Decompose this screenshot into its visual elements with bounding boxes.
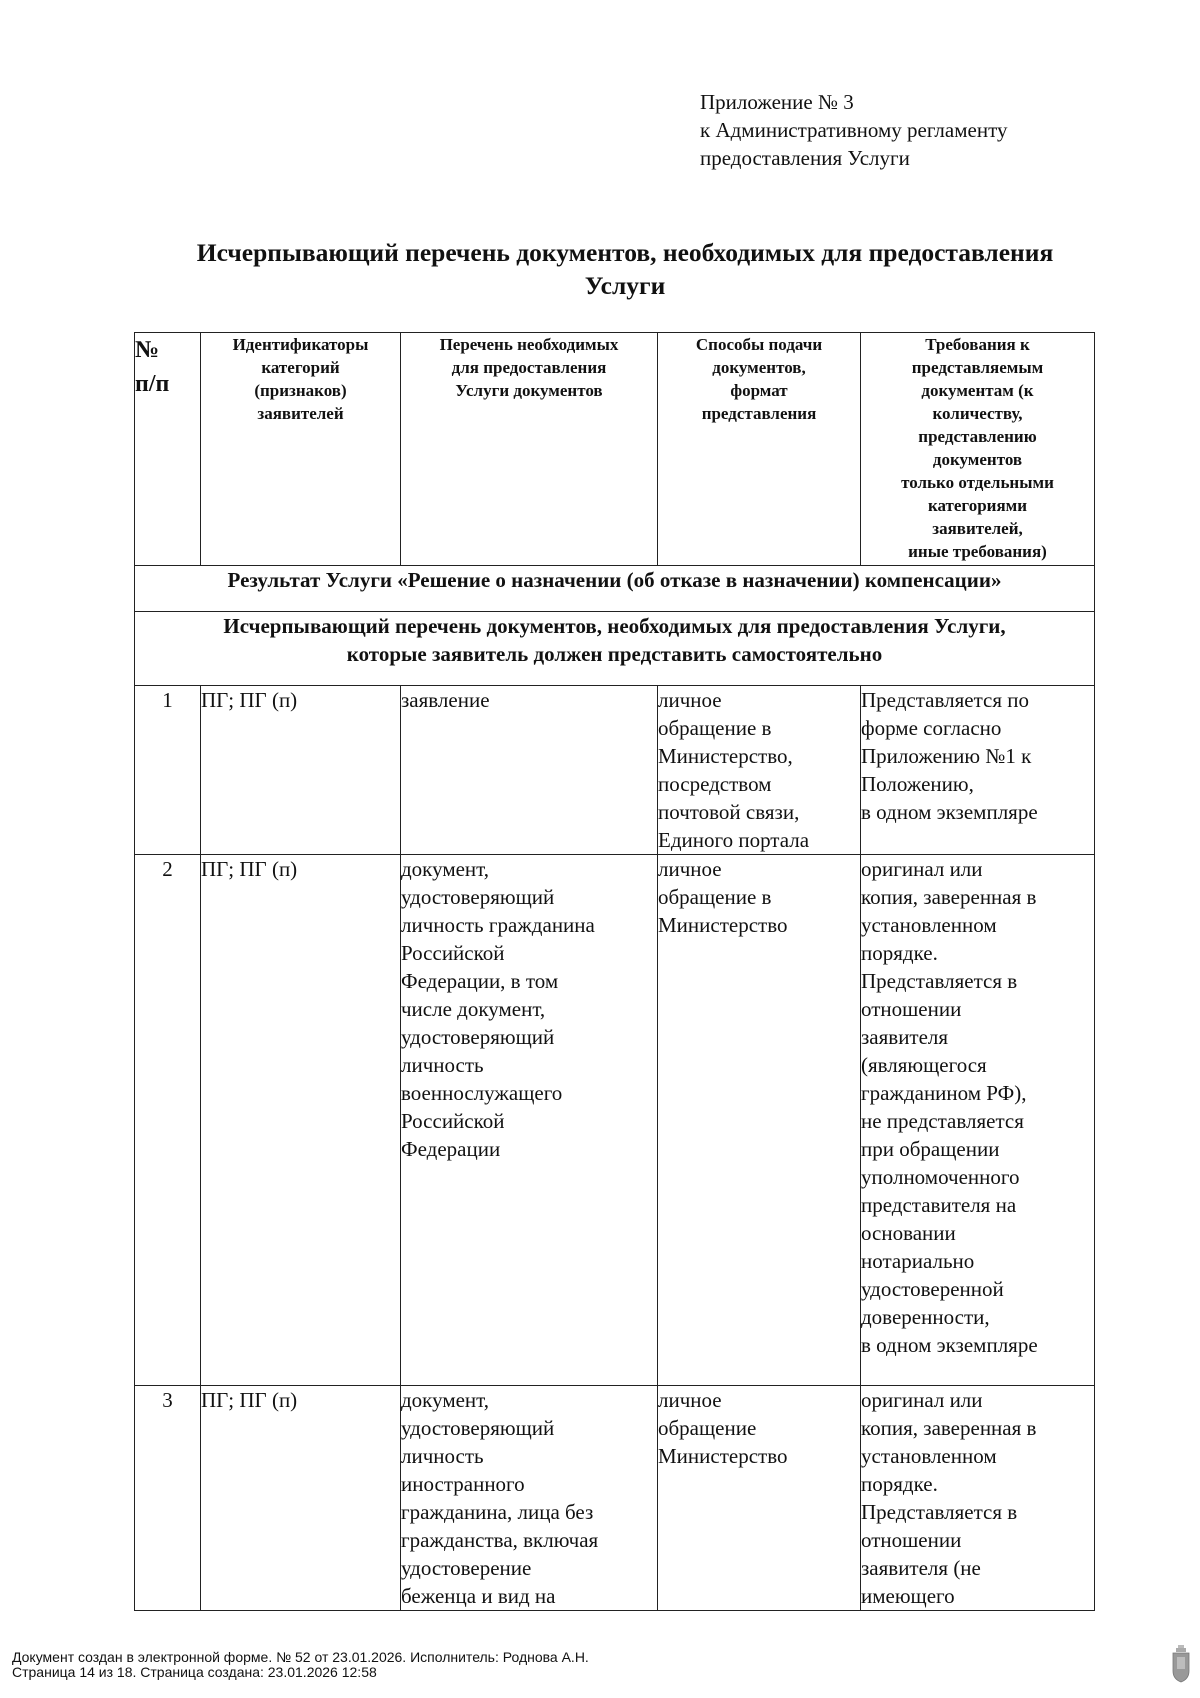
- row-requirement: Представляется по форме согласно Приложению №1 к Положению, в одном экземпляре: [861, 686, 1095, 855]
- annex-header: [700, 88, 1007, 172]
- header-identifiers: Идентификаторы категорий (признаков) заявителей: [201, 333, 401, 566]
- row-identifiers: ПГ; ПГ (п): [201, 855, 401, 1386]
- table-row: [135, 855, 1095, 1386]
- row-requirement: оригинал или копия, заверенная в установленном порядке. Представляется в отношении заявителя (не имеющего: [861, 1386, 1095, 1611]
- table-row: [135, 1386, 1095, 1611]
- row-identifiers: ПГ; ПГ (п): [201, 686, 401, 855]
- table-row: [135, 686, 1095, 855]
- row-number: 2: [135, 855, 201, 1386]
- document-title: [100, 236, 1150, 302]
- annex-line-2: к Административному регламенту: [700, 118, 1008, 142]
- section-documents-list: Исчерпывающий перечень документов, необходимых для предоставления Услуги, которые заявитель должен представить самостоятельно: [135, 612, 1095, 686]
- row-identifiers: ПГ; ПГ (п): [201, 1386, 401, 1611]
- row-document: документ, удостоверяющий личность иностранного гражданина, лица без гражданства, включая удостоверение беженца и вид на: [401, 1386, 658, 1611]
- row-number: 1: [135, 686, 201, 855]
- row-method: личное обращение в Министерство, посредством почтовой связи, Единого портала: [658, 686, 861, 855]
- header-documents: Перечень необходимых для предоставления Услуги документов: [401, 333, 658, 566]
- row-method: личное обращение в Министерство: [658, 855, 861, 1386]
- row-method: личное обращение Министерство: [658, 1386, 861, 1611]
- section-row-result: [135, 566, 1095, 612]
- row-document: заявление: [401, 686, 658, 855]
- section-row-list: [135, 612, 1095, 686]
- header-methods: Способы подачи документов, формат представления: [658, 333, 861, 566]
- header-requirements: Требования к представляемым документам (к количеству, представлению документов только отдельными категориями заявителей, иные требования): [861, 333, 1095, 566]
- coat-of-arms-icon: [1172, 1645, 1190, 1688]
- footer-line-2: Страница 14 из 18. Страница создана: 23.01.2026 12:58: [12, 1664, 377, 1680]
- row-document: документ, удостоверяющий личность гражданина Российской Федерации, в том числе документ, удостоверяющий личность военнослужащего Российской Федерации: [401, 855, 658, 1386]
- row-requirement: оригинал или копия, заверенная в установленном порядке. Представляется в отношении заявителя (являющегося гражданином РФ), не представляется при обращении уполномоченного представителя на основании нотариально удостоверенной доверенности, в одном экземпляре: [861, 855, 1095, 1386]
- document-title-line-1: Исчерпывающий перечень документов, необходимых для предоставления: [196, 238, 1054, 267]
- section-result: Результат Услуги «Решение о назначении (об отказе в назначении) компенсации»: [135, 566, 1095, 612]
- header-number: № п/п: [135, 333, 201, 566]
- footer-line-1: Документ создан в электронной форме. № 52 от 23.01.2026. Исполнитель: Роднова А.Н.: [12, 1649, 589, 1665]
- documents-table: [134, 332, 1095, 1611]
- annex-line-1: Приложение № 3: [700, 90, 854, 114]
- document-title-line-2: Услуги: [584, 271, 666, 300]
- annex-line-3: предоставления Услуги: [700, 146, 910, 170]
- page-footer: [12, 1650, 589, 1680]
- table-header-row: [135, 333, 1095, 566]
- row-number: 3: [135, 1386, 201, 1611]
